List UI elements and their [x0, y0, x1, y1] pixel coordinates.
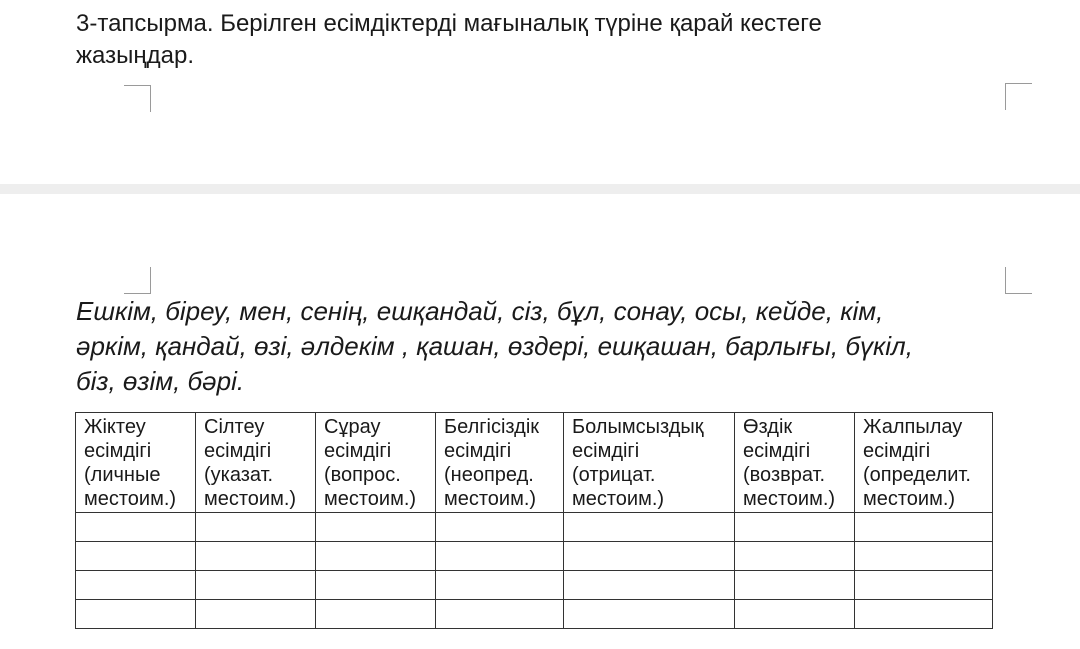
column-header-demonstrative [196, 413, 316, 513]
table-cell[interactable] [436, 571, 564, 600]
column-header-line: есімдігі [84, 440, 152, 462]
table-cell[interactable] [76, 513, 196, 542]
column-header-line: (возврат. [743, 464, 826, 486]
column-header-line: (личные [84, 464, 161, 486]
column-header-line: есімдігі [863, 440, 931, 462]
table-cell[interactable] [76, 542, 196, 571]
column-header-line: Сұрау [324, 416, 381, 438]
column-header-line: есімдігі [572, 440, 640, 462]
column-header-line: есімдігі [743, 440, 811, 462]
table-cell[interactable] [196, 571, 316, 600]
column-header-line: есімдігі [324, 440, 392, 462]
table-cell[interactable] [436, 600, 564, 629]
table-cell[interactable] [196, 542, 316, 571]
table-cell[interactable] [855, 600, 993, 629]
pronoun-list-line-3: біз, өзім, бәрі. [76, 366, 245, 396]
task-title-line-2: жазыңдар. [76, 42, 195, 69]
column-header-line: есімдігі [204, 440, 272, 462]
table-cell[interactable] [735, 571, 855, 600]
pronoun-list [76, 294, 1036, 399]
table-cell[interactable] [564, 542, 735, 571]
table-row [76, 542, 993, 571]
table-cell[interactable] [196, 600, 316, 629]
table-cell[interactable] [735, 542, 855, 571]
table-cell[interactable] [196, 513, 316, 542]
column-header-line: местоим.) [204, 488, 297, 510]
task-title-line-1: 3-тапсырма. Берілген есімдіктерді мағыналық түріне қарай кестеге [76, 10, 822, 37]
column-header-line: местоим.) [743, 488, 836, 510]
table-cell[interactable] [316, 513, 436, 542]
table-cell[interactable] [316, 542, 436, 571]
column-header-personal [76, 413, 196, 513]
column-header-line: Өздік [743, 416, 793, 438]
table-cell[interactable] [76, 600, 196, 629]
table-cell[interactable] [855, 571, 993, 600]
column-header-negative [564, 413, 735, 513]
column-header-line: Жіктеу [84, 416, 146, 438]
table-cell[interactable] [436, 513, 564, 542]
pronoun-list-line-1: Ешкім, біреу, мен, сенің, ешқандай, сіз, бұл, сонау, осы, кейде, кім, [76, 296, 884, 326]
margin-corner-mark-top-left [124, 85, 151, 112]
page-break-gap [0, 184, 1080, 194]
column-header-line: местоим.) [863, 488, 956, 510]
margin-corner-mark-bottom-right [1005, 267, 1032, 294]
table-cell[interactable] [564, 513, 735, 542]
column-header-collective [855, 413, 993, 513]
column-header-line: (неопред. [444, 464, 534, 486]
column-header-line: местоим.) [444, 488, 537, 510]
table-cell[interactable] [564, 571, 735, 600]
table-cell[interactable] [436, 542, 564, 571]
column-header-line: (вопрос. [324, 464, 401, 486]
column-header-line: Жалпылау [863, 416, 963, 438]
table-cell[interactable] [564, 600, 735, 629]
column-header-line: (определит. [863, 464, 971, 486]
table-cell[interactable] [316, 600, 436, 629]
table-cell[interactable] [735, 600, 855, 629]
column-header-line: есімдігі [444, 440, 512, 462]
column-header-line: Болымсыздық [572, 416, 704, 438]
task-title [76, 8, 976, 72]
table-cell[interactable] [316, 571, 436, 600]
column-header-line: местоим.) [324, 488, 417, 510]
column-header-reflexive [735, 413, 855, 513]
column-header-line: (указат. [204, 464, 274, 486]
margin-corner-mark-top-right [1005, 83, 1032, 110]
table-row [76, 513, 993, 542]
column-header-line: Сілтеу [204, 416, 265, 438]
table-cell[interactable] [735, 513, 855, 542]
table-header-row [76, 413, 993, 513]
column-header-line: местоим.) [572, 488, 665, 510]
pronoun-classification-table [75, 412, 993, 629]
table-row [76, 571, 993, 600]
table-cell[interactable] [855, 542, 993, 571]
pronoun-list-line-2: әркім, қандай, өзі, әлдекім , қашан, өздері, ешқашан, барлығы, бүкіл, [76, 331, 913, 361]
column-header-line: Белгісіздік [444, 416, 540, 438]
column-header-interrogative [316, 413, 436, 513]
table-cell[interactable] [855, 513, 993, 542]
column-header-line: (отрицат. [572, 464, 656, 486]
column-header-indefinite [436, 413, 564, 513]
column-header-line: местоим.) [84, 488, 177, 510]
table-row [76, 600, 993, 629]
margin-corner-mark-bottom-left [124, 267, 151, 294]
table-cell[interactable] [76, 571, 196, 600]
